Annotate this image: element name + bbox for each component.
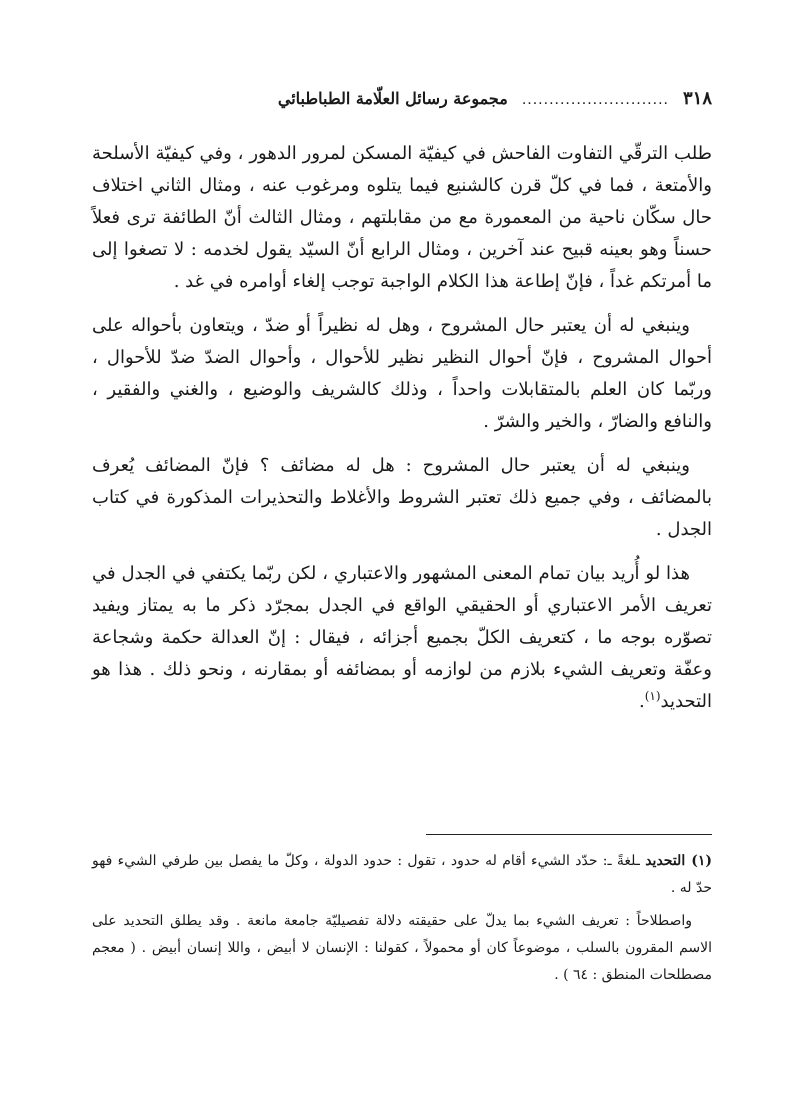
footnote-definition-lexical: ـلغةً ـ: حدّد الشيء أقام له حدود ، تقول : حدود الدولة ، وكلّ ما يفصل بين طرفي الشيء فهو حدّ له . bbox=[92, 853, 712, 896]
paragraph-4-text: هذا لو أُريد بيان تمام المعنى المشهور والاعتباري ، لكن ربّما يكتفي في الجدل في تعريف الأمر الاعتباري أو الحقيقي الواقع في الجدل بمجرّد ذكر ما به يمتاز ويفيد تصوّره بوجه ما ، كتعريف الكلّ بجميع أجزائه ، فيقال : إنّ العدالة حكمة وشجاعة وعفّة وتعريف الشيء بلازم من لوازمه أو بمضائفه أو بمقارنه ، ونحو ذلك . هذا هو التحديد bbox=[92, 563, 712, 712]
footnotes bbox=[92, 848, 712, 995]
paragraph-3: وينبغي له أن يعتبر حال المشروح : هل له مضائف ؟ فإنّ المضائف يُعرف بالمضائف ، وفي جميع ذلك تعتبر الشروط والأغلاط والتحذيرات المذكورة في كتاب الجدل . bbox=[92, 455, 712, 540]
paragraph-4: هذا لو أُريد بيان تمام المعنى المشهور والاعتباري ، لكن ربّما يكتفي في الجدل في تعريف الأمر الاعتباري أو الحقيقي الواقع في الجدل بمجرّد ذكر ما به يمتاز ويفيد تصوّره بوجه ما ، كتعريف الكلّ بجميع أجزائه ، فيقال : إنّ العدالة حكمة وشجاعة وعفّة وتعريف الشيء بلازم من لوازمه أو بمضائفه أو بمقارنه ، ونحو ذلك . هذا هو التحديد$^{(١)}$. bbox=[92, 563, 712, 712]
footnote-reference: (١) bbox=[644, 689, 661, 703]
footnote-separator bbox=[426, 834, 712, 835]
paragraph-2: وينبغي له أن يعتبر حال المشروح ، وهل له نظيراً أو ضدّ ، ويتعاون بأحواله على أحوال المشروح ، فإنّ أحوال النظير نظير للأحوال ، وأحوال الضدّ ضدّ للأحوال ، وربّما كان العلم بالمتقابلات واحداً ، وذلك كالشريف والوضيع ، والغني والفقير ، والنافع والضارّ ، والخير والشرّ . bbox=[92, 315, 712, 432]
footnote-term: التحديد bbox=[645, 853, 686, 869]
main-text bbox=[92, 138, 712, 730]
book-page bbox=[92, 0, 712, 1114]
header-leader-dots: ........................... bbox=[521, 92, 669, 108]
book-title: مجموعة رسائل العلّامة الطباطبائي bbox=[277, 89, 508, 108]
footnote-definition-technical: واصطلاحاً : تعريف الشيء بما يدلّ على حقيقته دلالة تفصيليّة جامعة مانعة . وقد يطلق التحديد على الاسم المقرون بالسلب ، موضوعاً كان أو محمولاً ، كقولنا : الإنسان لا أبيض ، واللا إنسان أبيض . ( معجم مصطلحات المنطق : ٦٤ ) . bbox=[92, 913, 712, 983]
running-header bbox=[92, 88, 712, 118]
footnote-number: (١) bbox=[691, 853, 712, 869]
paragraph-1: طلب الترقّي التفاوت الفاحش في كيفيّة المسكن لمرور الدهور ، وفي كيفيّة الأسلحة والأمتعة ، فما في كلّ قرن كالشنيع فيما يتلوه ومرغوب عنه ، ومثال الثاني اختلاف حال سكّان ناحية من المعمورة مع من مقابلتهم ، ومثال الثالث أنّ الطائفة ترى فعلاً حسناً وهو بعينه قبيح عند آخرين ، ومثال الرابع أنّ السيّد يقول لخدمه : لا تصغوا إلى ما أمرتكم غداً ، فإنّ إطاعة هذا الكلام الواجبة توجب إلغاء أوامره في غد . bbox=[92, 143, 712, 292]
footnote-1 bbox=[92, 848, 712, 902]
page-number: ٣١٨ bbox=[682, 88, 712, 109]
